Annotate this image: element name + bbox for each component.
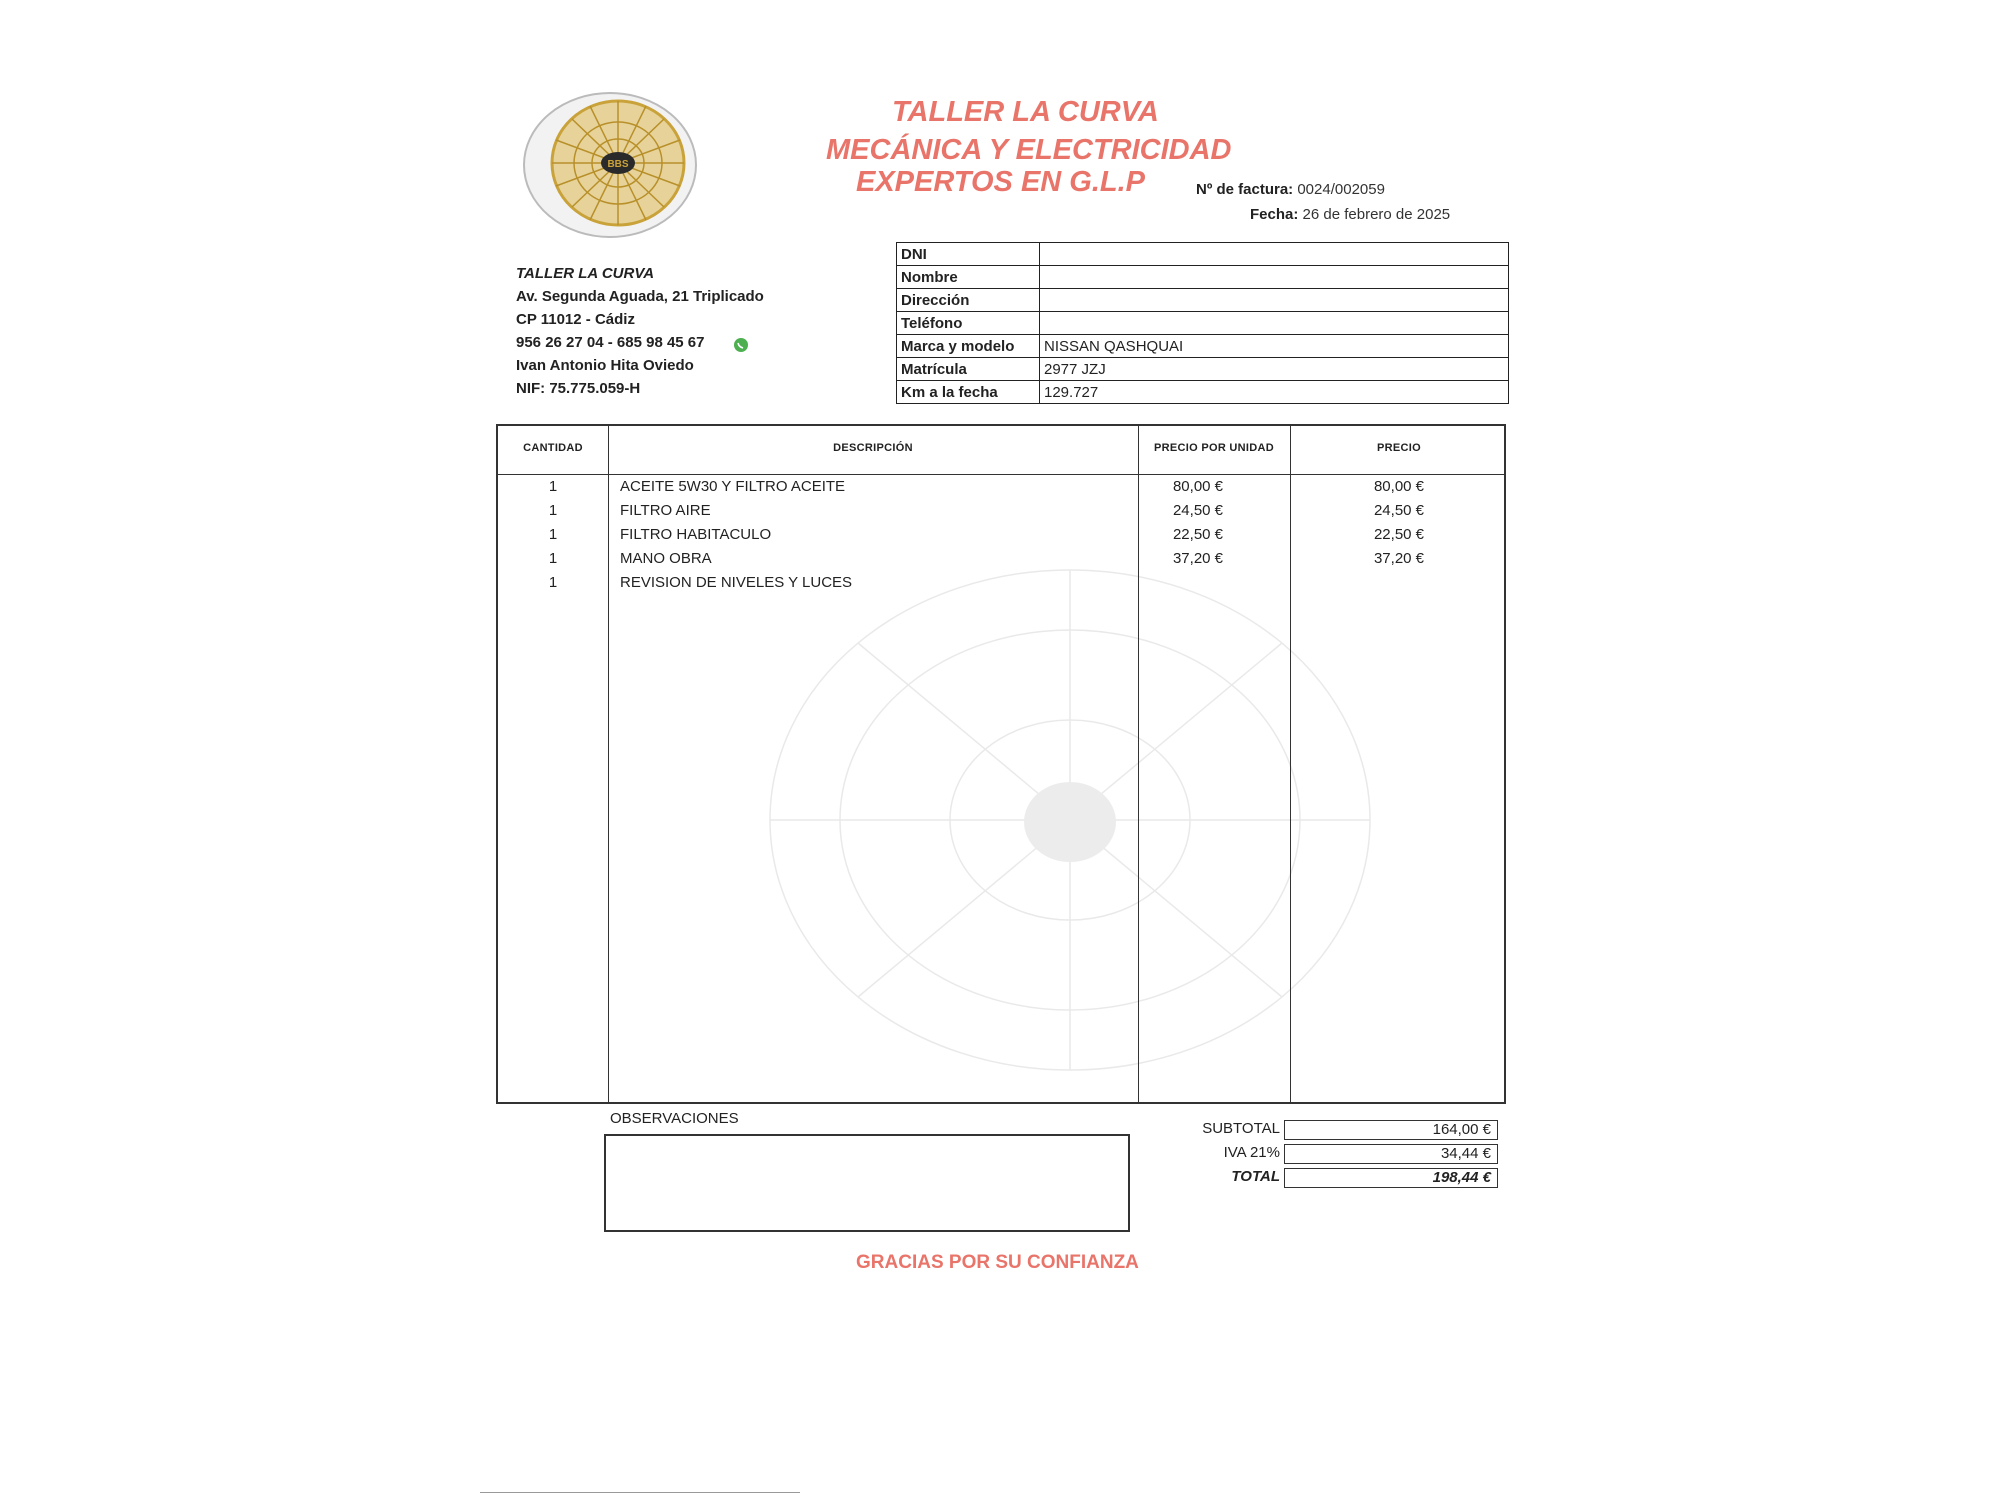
total-label: TOTAL bbox=[1231, 1168, 1280, 1185]
item-unit-price: 24,50 € bbox=[1172, 502, 1224, 519]
client-row bbox=[897, 358, 1509, 381]
header-descripcion: DESCRIPCIÓN bbox=[833, 442, 913, 454]
client-row bbox=[897, 289, 1509, 312]
item-desc: FILTRO AIRE bbox=[620, 502, 711, 519]
subtotal-label: SUBTOTAL bbox=[1202, 1120, 1280, 1137]
client-label: DNI bbox=[897, 243, 1040, 266]
client-row bbox=[897, 266, 1509, 289]
item-qty: 1 bbox=[548, 574, 558, 591]
item-price: 37,20 € bbox=[1373, 550, 1425, 567]
item-desc: FILTRO HABITACULO bbox=[620, 526, 772, 543]
iva-value: 34,44 € bbox=[1284, 1144, 1498, 1164]
header-precio-unidad: PRECIO POR UNIDAD bbox=[1154, 442, 1274, 454]
item-price: 80,00 € bbox=[1373, 478, 1425, 495]
item-unit-price: 80,00 € bbox=[1172, 478, 1224, 495]
company-nif: NIF: 75.775.059-H bbox=[516, 380, 641, 397]
client-value: 129.727 bbox=[1040, 381, 1509, 404]
invoice-date-value: 26 de febrero de 2025 bbox=[1302, 206, 1451, 223]
client-row bbox=[897, 243, 1509, 266]
item-unit-price: 22,50 € bbox=[1172, 526, 1224, 543]
client-value: 2977 JZJ bbox=[1040, 358, 1509, 381]
invoice-date bbox=[1250, 206, 1450, 223]
table-row bbox=[498, 526, 1504, 550]
item-unit-price: 37,20 € bbox=[1172, 550, 1224, 567]
total-value: 198,44 € bbox=[1284, 1168, 1498, 1188]
table-row bbox=[498, 550, 1504, 574]
client-label: Dirección bbox=[897, 289, 1040, 312]
client-value: NISSAN QASHQUAI bbox=[1040, 335, 1509, 358]
iva-label: IVA 21% bbox=[1223, 1144, 1280, 1161]
thanks-message: GRACIAS POR SU CONFIANZA bbox=[856, 1252, 1139, 1273]
client-value bbox=[1040, 266, 1509, 289]
item-desc: MANO OBRA bbox=[620, 550, 712, 567]
client-label: Km a la fecha bbox=[897, 381, 1040, 404]
item-qty: 1 bbox=[548, 478, 558, 495]
client-value bbox=[1040, 312, 1509, 335]
invoice-date-label: Fecha: bbox=[1250, 206, 1299, 223]
client-label: Marca y modelo bbox=[897, 335, 1040, 358]
observations-label: OBSERVACIONES bbox=[610, 1110, 739, 1127]
company-phones: 956 26 27 04 - 685 98 45 67 bbox=[516, 334, 705, 351]
invoice-number bbox=[1196, 181, 1385, 198]
client-label: Nombre bbox=[897, 266, 1040, 289]
item-price: 24,50 € bbox=[1373, 502, 1425, 519]
company-owner: Ivan Antonio Hita Oviedo bbox=[516, 357, 694, 374]
client-table bbox=[896, 242, 1509, 404]
item-qty: 1 bbox=[548, 502, 558, 519]
items-table bbox=[496, 424, 1506, 1104]
client-row bbox=[897, 335, 1509, 358]
client-row bbox=[897, 312, 1509, 335]
item-qty: 1 bbox=[548, 526, 558, 543]
table-row bbox=[498, 502, 1504, 526]
client-row bbox=[897, 381, 1509, 404]
table-row bbox=[498, 574, 1504, 598]
observations-box bbox=[604, 1134, 1130, 1232]
header-title-line1: TALLER LA CURVA bbox=[892, 96, 1159, 128]
header-cantidad: CANTIDAD bbox=[523, 442, 583, 454]
header-precio: PRECIO bbox=[1377, 442, 1421, 454]
item-desc: ACEITE 5W30 Y FILTRO ACEITE bbox=[620, 478, 846, 495]
client-value bbox=[1040, 243, 1509, 266]
subtotal-value: 164,00 € bbox=[1284, 1120, 1498, 1140]
client-label: Teléfono bbox=[897, 312, 1040, 335]
footer-divider bbox=[480, 1492, 800, 1493]
item-qty: 1 bbox=[548, 550, 558, 567]
table-row bbox=[498, 478, 1504, 502]
whatsapp-icon bbox=[733, 337, 749, 353]
invoice-number-label: Nº de factura: bbox=[1196, 181, 1294, 198]
item-desc: REVISION DE NIVELES Y LUCES bbox=[620, 574, 853, 591]
company-name: TALLER LA CURVA bbox=[516, 265, 655, 282]
client-label: Matrícula bbox=[897, 358, 1040, 381]
company-info bbox=[516, 262, 764, 400]
item-price: 22,50 € bbox=[1373, 526, 1425, 543]
header-title-line2: MECÁNICA Y ELECTRICIDAD bbox=[826, 134, 1232, 166]
logo-brand-text: BBS bbox=[607, 159, 629, 170]
client-value bbox=[1040, 289, 1509, 312]
invoice-number-value: 0024/002059 bbox=[1297, 181, 1385, 198]
company-address: Av. Segunda Aguada, 21 Triplicado bbox=[516, 288, 764, 305]
header-title-line3: EXPERTOS EN G.L.P bbox=[856, 166, 1146, 198]
wheel-rim-logo-icon bbox=[520, 90, 700, 240]
company-postal: CP 11012 - Cádiz bbox=[516, 311, 635, 328]
